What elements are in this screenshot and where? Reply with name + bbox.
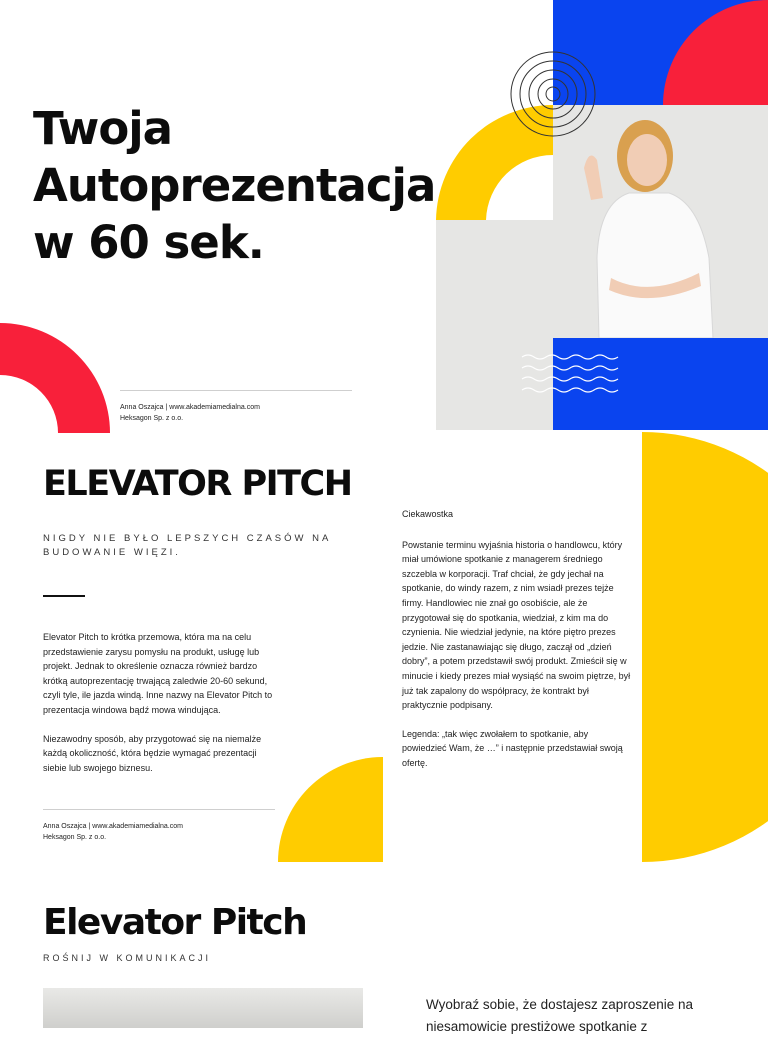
red-half-ring	[0, 323, 110, 433]
aside-title: Ciekawostka	[402, 509, 454, 519]
section-author-line-1: Anna Oszajca | www.akademiamedialna.com	[43, 823, 183, 830]
section-author-line-2: Heksagon Sp. z o.o.	[43, 834, 107, 841]
hero-title-line-1: Twoja	[33, 102, 173, 155]
hero-title-line-2: Autoprezentacja	[33, 159, 436, 212]
section-tagline-line-1: NIGDY NIE BYŁO LEPSZYCH CZASÓW NA	[43, 533, 332, 544]
hero-author-line-2: Heksagon Sp. z o.o.	[120, 415, 184, 422]
section-divider	[43, 809, 275, 810]
hero-author-line-1: Anna Oszajca | www.akademiamedialna.com	[120, 404, 260, 411]
yellow-quarter-circle	[278, 757, 383, 862]
yellow-half-circle-large	[642, 432, 768, 862]
section-paragraph-1: Elevator Pitch to krótka przemowa, która ma na celu przedstawienie zarysu pomysłu na produkt, usługę lub projekt. Jednak to określenie oznacza również bardzo krótką autoprezentację trwającą zaledwie 20-60 sekund, czyli tyle, ile jazda windą. Inne nazwy na Elevator Pitch to prezentacja windowa bądź mowa windująca.	[43, 632, 273, 715]
aside-paragraph-2: Legenda: „tak więc zwołałem to spotkanie, aby powiedzieć Wam, że …” i następnie przedstawiał swoją ofertę.	[402, 728, 623, 768]
hero-divider	[120, 390, 352, 391]
section2-heading: Elevator Pitch	[43, 902, 307, 943]
blue-block-bottom	[553, 338, 768, 430]
section-tagline	[43, 532, 331, 560]
section2-photo	[43, 988, 363, 1028]
section2-intro: Wyobraź sobie, że dostajesz zaproszenie na niesamowicie prestiżowe spotkanie z	[426, 997, 694, 1034]
section-heading: ELEVATOR PITCH	[43, 464, 352, 504]
hero-title-line-3: w 60 sek.	[33, 216, 264, 269]
aside	[402, 507, 634, 785]
section-dash	[43, 595, 85, 597]
section2-tagline: ROŚNIJ W KOMUNIKACJI	[43, 953, 212, 963]
section-paragraph-2: Niezawodny sposób, aby przygotować się na niemalże każdą okoliczność, która będzie wymagać prezentacji siebie lub swojego biznesu.	[43, 733, 262, 773]
hero-title	[33, 100, 435, 271]
aside-paragraph-1: Powstanie terminu wyjaśnia historia o handlowcu, który miał umówione spotkanie z managerem średniego szczebla w korporacji. Traf chciał, że gdy jechał na spotkanie, do windy razem, z nim wsiadł prezes tejże firmy. Handlowiec nie znał go osobiście, ale że przygotował się do spotkania, wiedział, z kim ma do czynienia. Nie wiedział jedynie, na które piętro prezes jedzie. Nie zastanawiając się długo, zaczął od „dzień dobry”, a potem przedstawił swój produkt. Zmieścił się w minucie i kiedy prezes miał wysiąść na swoim piętrze, był już tak zapalony do współpracy, że kontrakt był praktycznie podpisany.	[402, 539, 631, 711]
portrait-photo	[579, 108, 719, 338]
section-body	[43, 630, 275, 789]
section-tagline-line-2: BUDOWANIE WIĘZI.	[43, 547, 181, 558]
